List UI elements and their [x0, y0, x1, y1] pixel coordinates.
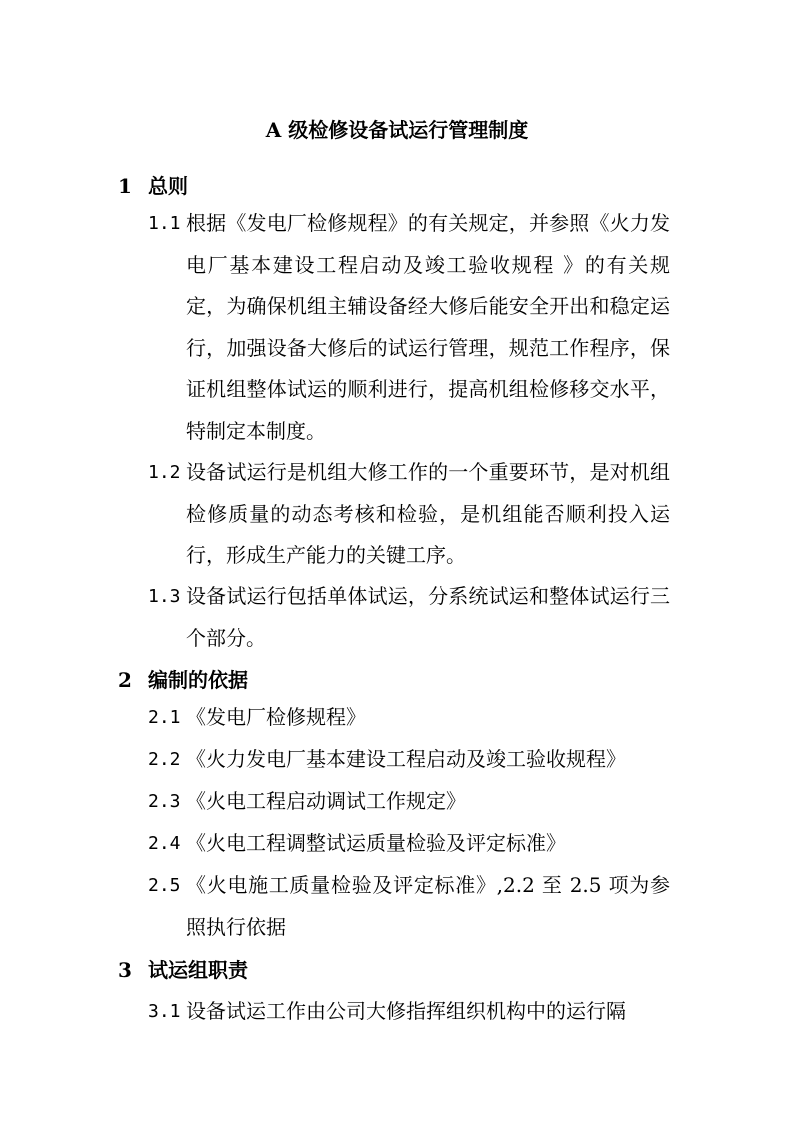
clause-2-4 [148, 823, 670, 865]
section-number: 1 [118, 174, 132, 198]
clause-text: 《发电厂检修规程》 [186, 705, 366, 729]
clause-text: 设备试运行是机组大修工作的一个重要环节，是对机组检修质量的动态考核和检验，是机组能否顺利投入运行，形成生产能力的关键工序。 [186, 460, 670, 567]
clause-2-1 [148, 697, 670, 739]
clause-number: 1.2 [148, 462, 181, 483]
section-heading-2 [118, 666, 248, 694]
clause-number: 1.3 [148, 586, 181, 607]
clause-text: 《火电施工质量检验及评定标准》,2.2 至 2.5 项为参照执行依据 [186, 873, 670, 939]
clause-text: 设备试运工作由公司大修指挥组织机构中的运行隔 [186, 999, 626, 1023]
clause-text: 《火电工程调整试运质量检验及评定标准》 [186, 831, 566, 855]
clause-text: 根据《发电厂检修规程》的有关规定，并参照《火力发电厂基本建设工程启动及竣工验收规程 》的有关规定，为确保机组主辅设备经大修后能安全开出和稳定运行，加强设备大修后的试运行管理，规范工作程序，保证机组整体试运的顺利进行，提高机组检修移交水平，特制定本制度。 [186, 211, 670, 443]
document-title: A 级检修设备试运行管理制度 [265, 118, 529, 142]
clause-1-3 [148, 576, 670, 659]
clause-1-2 [148, 452, 670, 577]
section-title: 总则 [148, 174, 188, 198]
section-title: 试运组职责 [148, 958, 248, 982]
clause-number: 2.2 [148, 749, 181, 770]
clause-number: 2.3 [148, 791, 181, 812]
clause-2-2 [148, 739, 670, 781]
clause-2-5 [148, 865, 670, 948]
clause-2-3 [148, 781, 670, 823]
section-title: 编制的依据 [148, 668, 248, 692]
clause-text: 设备试运行包括单体试运，分系统试运和整体试运行三个部分。 [186, 584, 670, 650]
section-number: 3 [118, 958, 132, 982]
section-heading-3 [118, 956, 248, 984]
clause-number: 2.1 [148, 707, 181, 728]
clause-1-1 [148, 203, 670, 452]
section-heading-1 [118, 172, 188, 200]
clause-text: 《火电工程启动调试工作规定》 [186, 789, 466, 813]
clause-number: 2.4 [148, 833, 181, 854]
clause-number: 1.1 [148, 213, 181, 234]
clause-number: 3.1 [148, 1001, 181, 1022]
clause-text: 《火力发电厂基本建设工程启动及竣工验收规程》 [186, 747, 626, 771]
clause-number: 2.5 [148, 875, 181, 896]
section-number: 2 [118, 668, 132, 692]
clause-3-1 [148, 991, 670, 1033]
